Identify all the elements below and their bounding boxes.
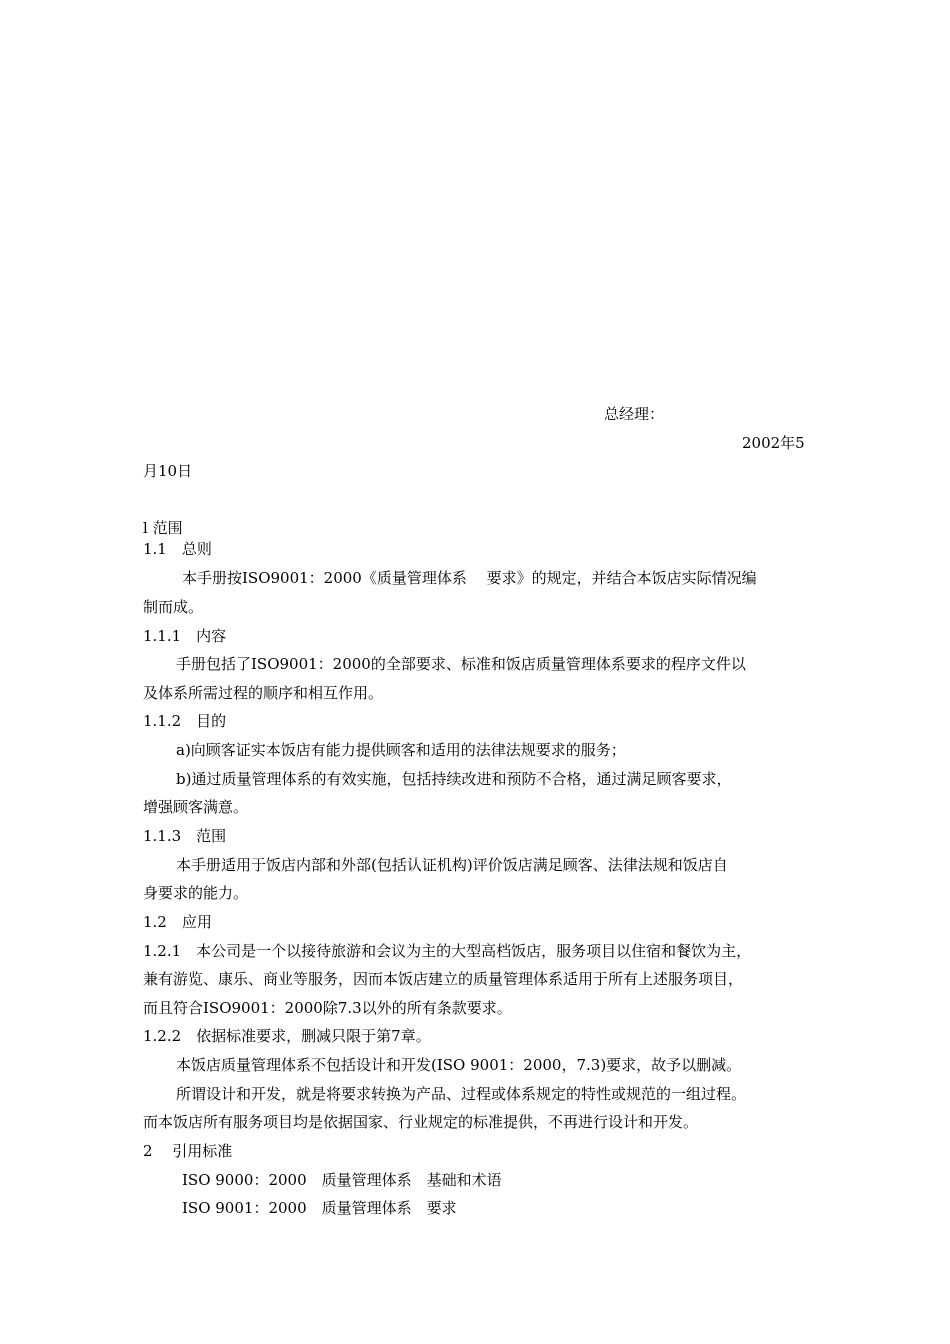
- general-manager-label: 总经理：: [604, 405, 665, 423]
- section-heading-range: 1.1.3 范围: [143, 827, 227, 845]
- section-heading-general: 1.1 总则: [143, 540, 212, 558]
- reference-item: ISO 9000：2000 质量管理体系 基础和术语: [182, 1171, 502, 1189]
- paragraph-line: 手册包括了ISO9001：2000的全部要求、标准和饭店质量管理体系要求的程序文件以: [176, 655, 746, 673]
- date-line-part2: 月10日: [143, 462, 193, 480]
- section-heading-references: 2 引用标准: [143, 1142, 233, 1160]
- section-heading-purpose: 1.1.2 目的: [143, 712, 227, 730]
- paragraph-line: 所谓设计和开发，就是将要求转换为产品、过程或体系规定的特性或规范的一组过程。: [176, 1085, 747, 1103]
- paragraph-line: 而且符合ISO9001：2000除7.3以外的所有条款要求。: [143, 999, 512, 1017]
- date-line-part1: 2002年5: [742, 434, 805, 452]
- section-heading-exclusion: 1.2.2 依据标准要求，删减只限于第7章。: [143, 1027, 431, 1045]
- section-heading-scope: l 范围: [143, 519, 183, 537]
- paragraph-line: 兼有游览、康乐、商业等服务，因而本饭店建立的质量管理体系适用于所有上述服务项目，: [143, 970, 744, 988]
- paragraph-line: 本手册适用于饭店内部和外部(包括认证机构)评价饭店满足顾客、法律法规和饭店自: [176, 856, 728, 874]
- section-heading-application: 1.2 应用: [143, 913, 212, 931]
- list-item: a)向顾客证实本饭店有能力提供顾客和适用的法律法规要求的服务；: [176, 741, 626, 759]
- paragraph-line: 而本饭店所有服务项目均是依据国家、行业规定的标准提供，不再进行设计和开发。: [143, 1113, 699, 1131]
- paragraph-line: 身要求的能力。: [143, 884, 249, 902]
- reference-item: ISO 9001：2000 质量管理体系 要求: [182, 1199, 457, 1217]
- paragraph-line: 本手册按ISO9001：2000《质量管理体系 要求》的规定，并结合本饭店实际情况编: [182, 569, 757, 587]
- paragraph-line: 本饭店质量管理体系不包括设计和开发(ISO 9001：2000，7.3)要求，故予以删减。: [176, 1056, 742, 1074]
- paragraph-line: 1.2.1 本公司是一个以接待旅游和会议为主的大型高档饭店，服务项目以住宿和餐饮为主，: [143, 942, 752, 960]
- section-heading-content: 1.1.1 内容: [143, 627, 227, 645]
- paragraph-line: 及体系所需过程的顺序和相互作用。: [143, 684, 384, 702]
- list-item: b)通过质量管理体系的有效实施，包括持续改进和预防不合格，通过满足顾客要求，: [176, 770, 732, 788]
- paragraph-line: 制而成。: [143, 598, 204, 616]
- paragraph-line: 增强顾客满意。: [143, 798, 249, 816]
